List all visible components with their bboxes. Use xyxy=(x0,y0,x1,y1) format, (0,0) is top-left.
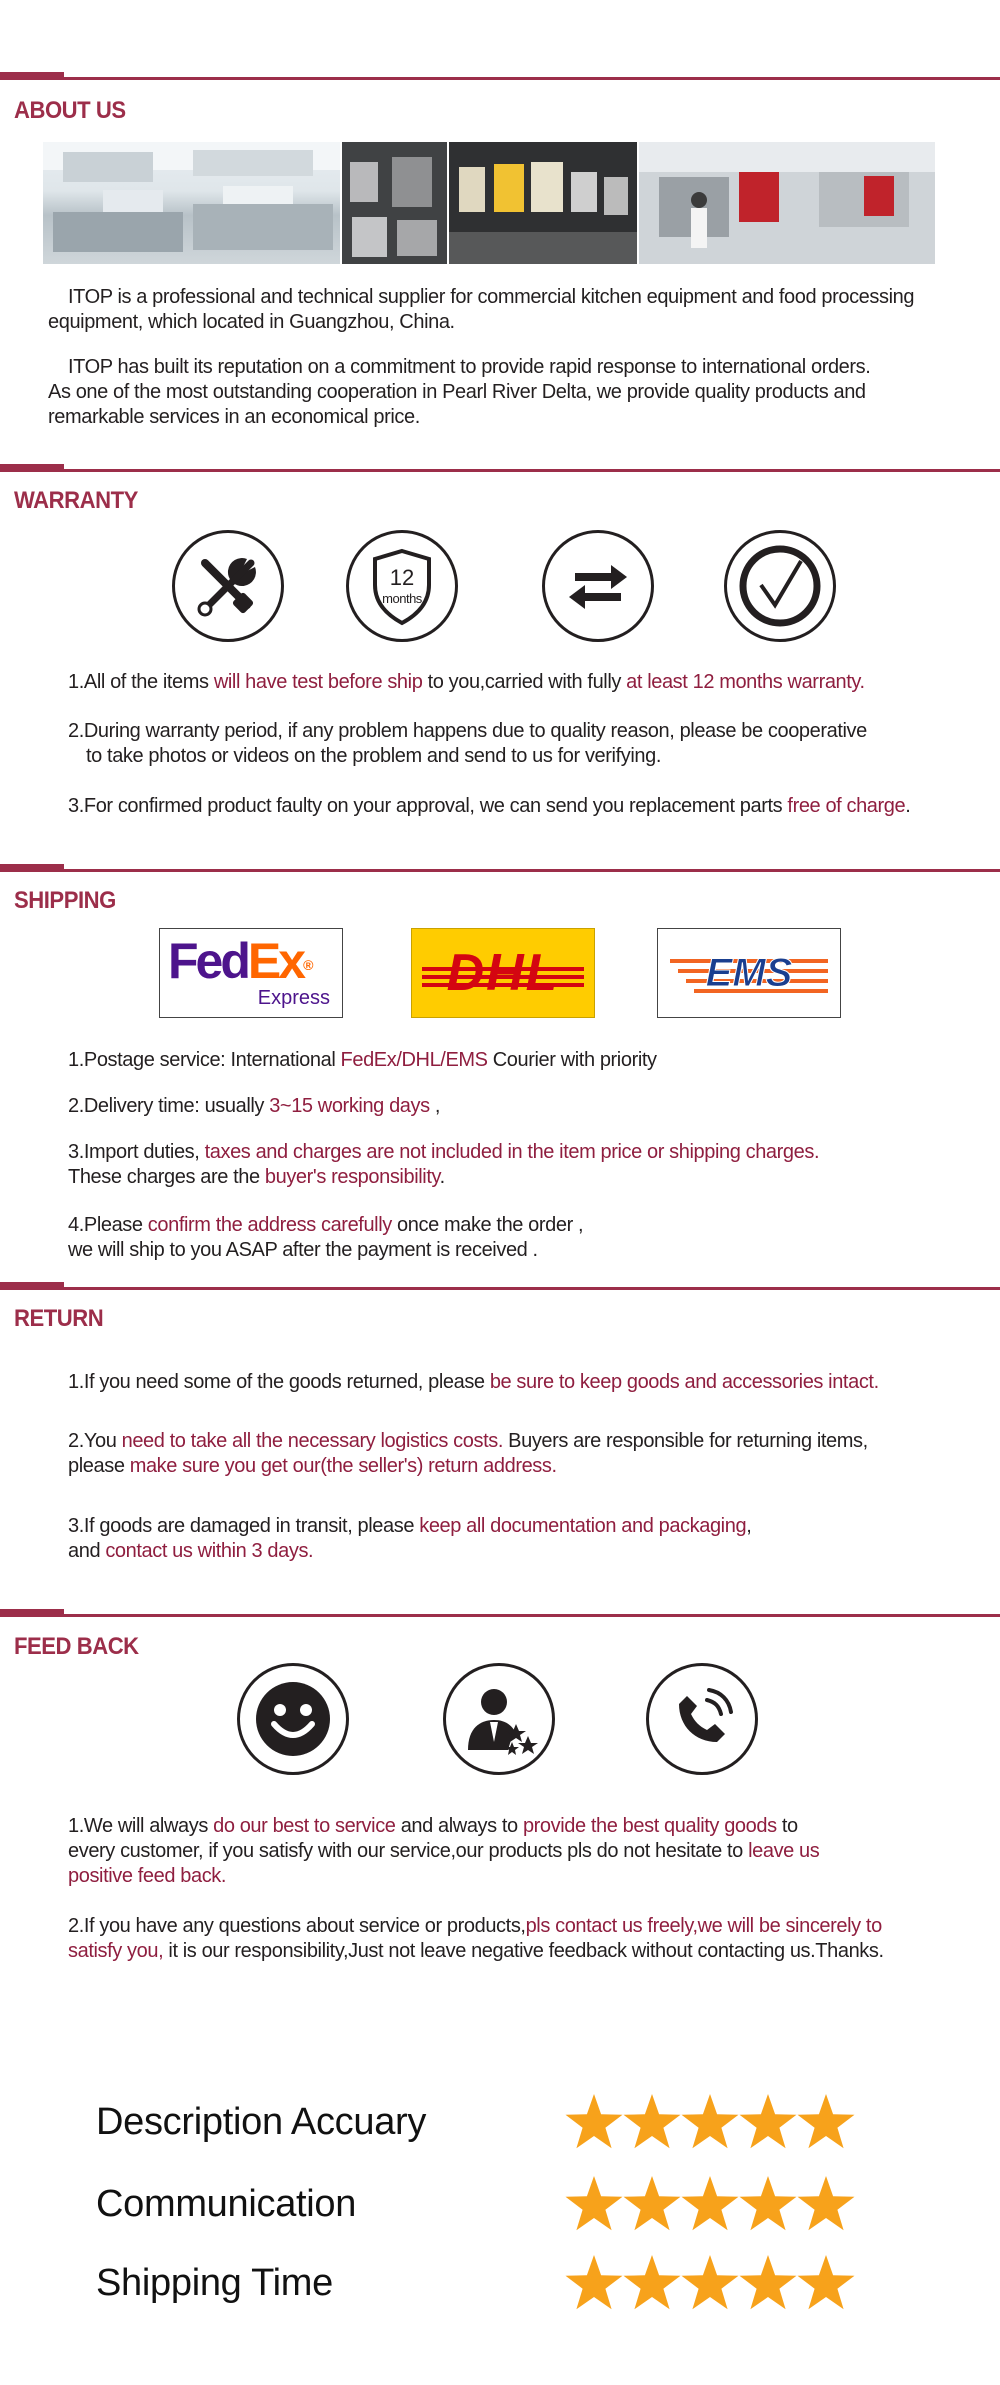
smiley-icon xyxy=(237,1663,349,1775)
star-icon xyxy=(566,2255,623,2309)
appliance-photo xyxy=(342,142,447,264)
return-item-1 xyxy=(68,1370,879,1395)
text: Courier with priority xyxy=(487,1049,657,1071)
badge-unit: months xyxy=(382,591,422,606)
feedback-item-1 xyxy=(68,1814,819,1889)
highlight: free of charge xyxy=(787,795,906,817)
highlight: leave us xyxy=(748,1840,820,1862)
section-divider xyxy=(0,1614,1000,1617)
about-p2-line3: remarkable services in an economical price. xyxy=(48,406,420,428)
shipping-title: SHIPPING xyxy=(14,887,116,914)
phone-icon xyxy=(646,1663,758,1775)
rating-label-shipping: Shipping Time xyxy=(96,2262,333,2304)
text: 2.You xyxy=(68,1430,122,1452)
section-divider xyxy=(0,469,1000,472)
text: 1.If you need some of the goods returned, please xyxy=(68,1371,490,1393)
about-p2-line2: As one of the most outstanding cooperation in Pearl River Delta, we provide quality products and xyxy=(48,381,866,403)
shield-12-months-icon xyxy=(346,530,458,642)
text: and xyxy=(68,1540,106,1562)
rating-stars-communication xyxy=(565,2175,855,2235)
highlight: be sure to keep goods and accessories intact. xyxy=(489,1371,879,1393)
text: it is our responsibility,Just not leave negative feedback without contacting us.Thanks. xyxy=(163,1940,884,1962)
shipping-item-4 xyxy=(68,1213,583,1263)
highlight: satisfy you, xyxy=(68,1940,164,1962)
about-p1-line1: ITOP is a professional and technical supplier for commercial kitchen equipment and food processing xyxy=(68,286,915,308)
highlight: pls contact us freely,we will be sincerely to xyxy=(525,1915,882,1937)
star-icon xyxy=(682,2094,739,2148)
star-icon xyxy=(624,2094,681,2148)
star-icon xyxy=(624,2255,681,2309)
text: 3.For confirmed product faulty on your approval, we can send you replacement parts xyxy=(68,795,788,817)
text: 2.Delivery time: usually xyxy=(68,1095,270,1117)
ems-logo xyxy=(657,928,841,1018)
text: These charges are the xyxy=(68,1166,265,1188)
return-title: RETURN xyxy=(14,1305,104,1332)
warranty-item-1 xyxy=(68,670,865,695)
text: 2.If you have any questions about service or products, xyxy=(68,1915,526,1937)
feedback-item-2 xyxy=(68,1914,884,1964)
fedex-express: Express xyxy=(257,987,330,1009)
warranty-item-3 xyxy=(68,794,910,819)
star-icon xyxy=(624,2176,681,2230)
exchange-arrows-icon xyxy=(542,530,654,642)
text: 2.During warranty period, if any problem happens due to quality reason, please be cooperative xyxy=(68,720,867,742)
highlight: FedEx/DHL/EMS xyxy=(340,1049,488,1071)
text: Buyers are responsible for returning items, xyxy=(503,1430,868,1452)
about-paragraph-2 xyxy=(48,355,870,430)
rating-stars-description xyxy=(565,2093,855,2153)
rating-label-communication: Communication xyxy=(96,2183,357,2225)
feedback-title: FEED BACK xyxy=(14,1633,139,1660)
section-divider xyxy=(0,1287,1000,1290)
badge-number: 12 xyxy=(389,565,415,590)
fedex-fed: Fed xyxy=(168,933,248,989)
star-icon xyxy=(682,2255,739,2309)
user-rating-icon xyxy=(443,1663,555,1775)
shipping-item-1 xyxy=(68,1048,657,1073)
rating-stars-shipping xyxy=(565,2254,855,2314)
highlight: confirm the address carefully xyxy=(147,1214,392,1236)
text: we will ship to you ASAP after the payment is received . xyxy=(68,1239,538,1261)
star-icon xyxy=(740,2255,797,2309)
highlight: positive feed back. xyxy=(68,1865,227,1887)
factory-photo xyxy=(639,142,935,264)
highlight: taxes and charges are not included in the item price or shipping charges. xyxy=(204,1141,820,1163)
shipping-item-3 xyxy=(68,1140,819,1190)
about-title: ABOUT US xyxy=(14,97,126,124)
juice-machine-photo xyxy=(449,142,637,264)
star-icon xyxy=(566,2094,623,2148)
text: 1.We will always xyxy=(68,1815,214,1837)
ems-text: EMS xyxy=(705,951,793,995)
return-item-3 xyxy=(68,1514,751,1564)
text: please xyxy=(68,1455,130,1477)
text: , xyxy=(746,1515,752,1537)
highlight: make sure you get our(the seller's) return address. xyxy=(129,1455,557,1477)
dhl-logo xyxy=(411,928,595,1018)
star-icon xyxy=(740,2176,797,2230)
text: every customer, if you satisfy with our service,our products pls do not hesitate to xyxy=(68,1840,749,1862)
text: 3.Import duties, xyxy=(68,1141,205,1163)
text: to take photos or videos on the problem and send to us for verifying. xyxy=(86,745,661,767)
about-paragraph-1 xyxy=(48,285,914,335)
text: and always to xyxy=(395,1815,523,1837)
highlight: buyer's responsibility xyxy=(264,1166,440,1188)
text: , xyxy=(429,1095,441,1117)
highlight: at least 12 months warranty. xyxy=(626,671,865,693)
rating-label-description: Description Accuary xyxy=(96,2101,427,2143)
text: to xyxy=(776,1815,798,1837)
star-icon xyxy=(566,2176,623,2230)
dhl-text: DHL xyxy=(446,944,560,1002)
highlight: keep all documentation and packaging xyxy=(419,1515,747,1537)
text: to you,carried with fully xyxy=(422,671,627,693)
about-p2-line1: ITOP has built its reputation on a commitment to provide rapid response to international orders. xyxy=(68,356,871,378)
highlight: contact us within 3 days. xyxy=(105,1540,314,1562)
text: 1.Postage service: International xyxy=(68,1049,341,1071)
shipping-item-2 xyxy=(68,1094,440,1119)
highlight: will have test before ship xyxy=(213,671,423,693)
text: . xyxy=(905,795,911,817)
highlight: 3~15 working days xyxy=(269,1095,430,1117)
highlight: do our best to service xyxy=(213,1815,396,1837)
text: . xyxy=(439,1166,445,1188)
star-icon xyxy=(798,2176,855,2230)
section-divider xyxy=(0,77,1000,80)
return-item-2 xyxy=(68,1429,868,1479)
kitchen-photo xyxy=(43,142,340,264)
star-icon xyxy=(798,2255,855,2309)
section-divider xyxy=(0,869,1000,872)
warranty-item-2 xyxy=(68,719,867,769)
star-icon xyxy=(740,2094,797,2148)
highlight: provide the best quality goods xyxy=(522,1815,777,1837)
check-circle-icon xyxy=(724,530,836,642)
star-icon xyxy=(798,2094,855,2148)
about-p1-line2: equipment, which located in Guangzhou, China. xyxy=(48,311,455,333)
text: 4.Please xyxy=(68,1214,148,1236)
tools-icon xyxy=(172,530,284,642)
text: once make the order , xyxy=(391,1214,584,1236)
fedex-ex: Ex xyxy=(247,933,304,989)
text: 1.All of the items xyxy=(68,671,214,693)
text: 3.If goods are damaged in transit, please xyxy=(68,1515,420,1537)
star-icon xyxy=(682,2176,739,2230)
warranty-title: WARRANTY xyxy=(14,487,138,514)
fedex-logo: FedEx® Express xyxy=(159,928,343,1018)
highlight: need to take all the necessary logistics costs. xyxy=(121,1430,503,1452)
